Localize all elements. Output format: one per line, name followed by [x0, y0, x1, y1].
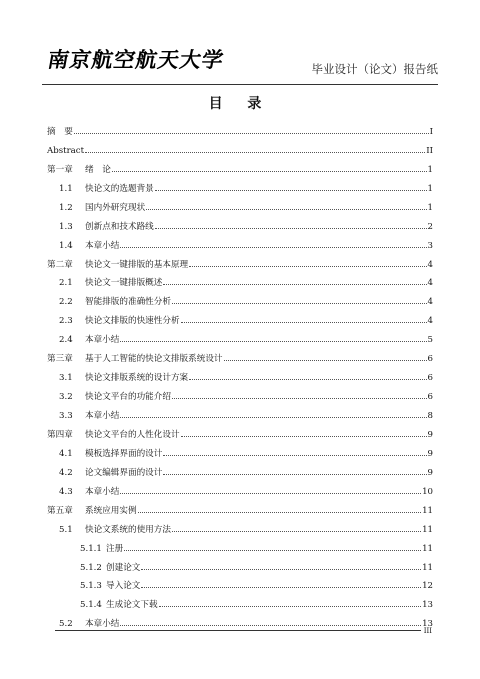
- toc-entry[interactable]: [47, 459, 433, 478]
- toc-entry[interactable]: [47, 213, 433, 232]
- toc-entry-number: 2.4: [59, 335, 73, 346]
- toc-entry-number: 2.1: [59, 278, 73, 289]
- toc-entry-number: 1.1: [59, 183, 73, 194]
- toc-entry-title: 快论文排版的快速性分析: [85, 316, 180, 327]
- toc-entry[interactable]: [47, 288, 433, 307]
- toc-entry-title: 生成论文下载: [106, 600, 158, 611]
- toc-entry[interactable]: [47, 440, 433, 459]
- toc-entry-title: 本章小结: [85, 411, 120, 421]
- toc-dot-leader: [85, 152, 425, 153]
- toc-dot-leader: [141, 569, 421, 570]
- toc-entry-title: 本章小结: [85, 619, 120, 630]
- toc-entry-page: 5: [427, 335, 433, 346]
- toc-entry[interactable]: [47, 232, 433, 251]
- toc-entry-title: 快论文的选题背景: [85, 183, 154, 194]
- toc-entry-title: 快论文排版系统的设计方案: [85, 373, 189, 384]
- toc-dot-leader: [138, 512, 421, 513]
- footer-divider: [55, 630, 421, 631]
- toc-entry-number: 第一章: [47, 164, 73, 175]
- toc-dot-leader: [141, 587, 421, 588]
- toc-entry-page: 11: [422, 524, 433, 535]
- toc-entry-title: 快论文一键排版的基本原理: [85, 259, 189, 270]
- toc-entry[interactable]: [47, 345, 433, 364]
- toc-entry-number: 5.1.3: [80, 581, 102, 592]
- toc-dot-leader: [74, 133, 429, 134]
- toc-entry-title: 模板选择界面的设计: [85, 448, 163, 459]
- toc-entry-number: Abstract: [47, 145, 85, 156]
- toc-entry-title: 创新点和技术路线: [85, 221, 154, 232]
- toc-entry-number: 4.1: [59, 448, 73, 459]
- page-header: [42, 40, 438, 80]
- toc-entry-page: 4: [427, 259, 433, 270]
- toc-title: 目 录: [208, 96, 272, 112]
- toc-entry-page: 12: [422, 581, 433, 592]
- toc-entry-page: I: [429, 126, 433, 137]
- toc-entry-title: 智能排版的准确性分析: [85, 297, 171, 308]
- toc-dot-leader: [172, 531, 421, 532]
- toc-entry-page: 1: [427, 183, 433, 194]
- toc-dot-leader: [181, 436, 427, 437]
- toc-entry-number: 1.3: [59, 221, 73, 232]
- toc-dot-leader: [172, 398, 427, 399]
- toc-dot-leader: [189, 266, 426, 267]
- toc-entry-number: 2.3: [59, 316, 73, 327]
- toc-dot-leader: [120, 247, 426, 248]
- toc-entry-title: 创建论文: [106, 562, 141, 573]
- toc-entry-number: 3.3: [59, 411, 73, 421]
- toc-entry[interactable]: [47, 497, 433, 516]
- toc-entry-title: 国内外研究现状: [85, 202, 146, 213]
- toc-entry[interactable]: [47, 478, 433, 497]
- toc-entry-number: 第四章: [47, 429, 73, 440]
- toc-entry-page: 1: [427, 202, 433, 213]
- toc-entry[interactable]: [47, 554, 433, 573]
- toc-entry[interactable]: [47, 156, 433, 175]
- toc-dot-leader: [181, 322, 427, 323]
- toc-entry-number: 第二章: [47, 259, 73, 270]
- toc-entry-title: 系统应用实例: [85, 505, 137, 516]
- toc-entry-page: II: [426, 145, 433, 156]
- toc-entry[interactable]: [47, 118, 433, 137]
- toc-entry[interactable]: [47, 137, 433, 156]
- university-logo-text: 南京航空航天大学: [45, 48, 226, 72]
- toc-entry[interactable]: [47, 307, 433, 326]
- toc-entry-page: 6: [427, 392, 433, 403]
- toc-dot-leader: [163, 455, 426, 456]
- toc-entry[interactable]: [47, 421, 433, 440]
- toc-dot-leader: [120, 417, 426, 418]
- toc-entry-number: 第五章: [47, 505, 73, 516]
- toc-entry-page: 11: [422, 505, 433, 516]
- toc-dot-leader: [224, 360, 427, 361]
- toc-entry-page: 9: [427, 467, 433, 478]
- toc-entry[interactable]: [47, 402, 433, 421]
- toc-entry[interactable]: [47, 270, 433, 289]
- toc-entry-page: 11: [422, 543, 433, 554]
- toc-dot-leader: [146, 209, 426, 210]
- toc-entry[interactable]: [47, 194, 433, 213]
- toc-entry-title: 快论文系统的使用方法: [85, 524, 171, 535]
- toc-entry-title: 快论文一键排版概述: [85, 278, 163, 289]
- toc-entry-number: 第三章: [47, 354, 73, 365]
- toc-entry-number: 3.2: [59, 392, 73, 403]
- toc-entry-page: 4: [427, 278, 433, 289]
- document-type-label: 毕业设计（论文）报告纸: [311, 62, 438, 76]
- toc-entry[interactable]: [47, 516, 433, 535]
- toc-entry-page: 9: [427, 448, 433, 459]
- toc-entry-title: 快论文平台的功能介绍: [85, 392, 171, 403]
- header-divider: [42, 84, 438, 85]
- toc-entry-page: 4: [427, 316, 433, 327]
- toc-dot-leader: [155, 228, 427, 229]
- toc-entry-number: 4.3: [59, 486, 73, 497]
- toc-entry-title: 绪 论: [85, 164, 111, 175]
- toc-entry-title: 论文编辑界面的设计: [85, 467, 163, 478]
- toc-entry-page: 2: [427, 221, 433, 232]
- toc-entry-title: 导入论文: [106, 581, 141, 592]
- toc-entry-number: 5.2: [59, 619, 73, 630]
- toc-entry-title: 注册: [106, 543, 124, 554]
- toc-entry[interactable]: [47, 610, 433, 629]
- toc-dot-leader: [112, 171, 427, 172]
- toc-entry[interactable]: [47, 573, 433, 592]
- toc-entry-number: 1.4: [59, 240, 73, 251]
- toc-entry-page: 1: [427, 164, 433, 175]
- toc-entry-number: 4.2: [59, 467, 73, 478]
- toc-entry[interactable]: [47, 175, 433, 194]
- toc-entry-page: 8: [427, 411, 433, 421]
- toc-entry-page: 13: [422, 619, 433, 630]
- toc-entry-number: 5.1: [59, 524, 73, 535]
- toc-dot-leader: [120, 493, 421, 494]
- toc-entry-title: 本章小结: [85, 335, 120, 346]
- toc-entry[interactable]: [47, 251, 433, 270]
- toc-dot-leader: [120, 625, 421, 626]
- toc-entry-page: 11: [422, 562, 433, 573]
- table-of-contents: [47, 118, 433, 629]
- toc-entry-number: 3.1: [59, 373, 73, 384]
- toc-entry-number: 摘 要: [47, 126, 73, 137]
- toc-entry-page: 13: [422, 600, 433, 611]
- toc-entry-page: 4: [427, 297, 433, 308]
- toc-entry-page: 3: [427, 240, 433, 251]
- toc-entry-number: 2.2: [59, 297, 73, 308]
- toc-dot-leader: [159, 606, 421, 607]
- toc-entry[interactable]: [47, 326, 433, 345]
- toc-dot-leader: [163, 284, 426, 285]
- toc-dot-leader: [124, 550, 421, 551]
- toc-entry-title: 基于人工智能的快论文排版系统设计: [85, 354, 223, 365]
- toc-entry-page: 10: [422, 486, 433, 497]
- page-number: III: [423, 627, 432, 635]
- toc-entry-title: 本章小结: [85, 486, 120, 497]
- toc-entry-page: 9: [427, 429, 433, 440]
- toc-entry-number: 1.2: [59, 202, 73, 213]
- toc-entry[interactable]: [47, 364, 433, 383]
- toc-dot-leader: [120, 341, 426, 342]
- toc-entry-number: 5.1.2: [80, 562, 102, 573]
- toc-dot-leader: [155, 190, 427, 191]
- toc-entry-number: 5.1.4: [80, 600, 102, 611]
- toc-entry-page: 6: [427, 354, 433, 365]
- toc-dot-leader: [163, 474, 426, 475]
- toc-entry[interactable]: [47, 383, 433, 402]
- toc-entry-page: 6: [427, 373, 433, 384]
- toc-entry[interactable]: [47, 535, 433, 554]
- toc-entry-title: 快论文平台的人性化设计: [85, 429, 180, 440]
- toc-entry[interactable]: [47, 591, 433, 610]
- toc-entry-number: 5.1.1: [80, 543, 102, 554]
- toc-dot-leader: [189, 379, 426, 380]
- toc-dot-leader: [172, 303, 427, 304]
- toc-entry-title: 本章小结: [85, 240, 120, 251]
